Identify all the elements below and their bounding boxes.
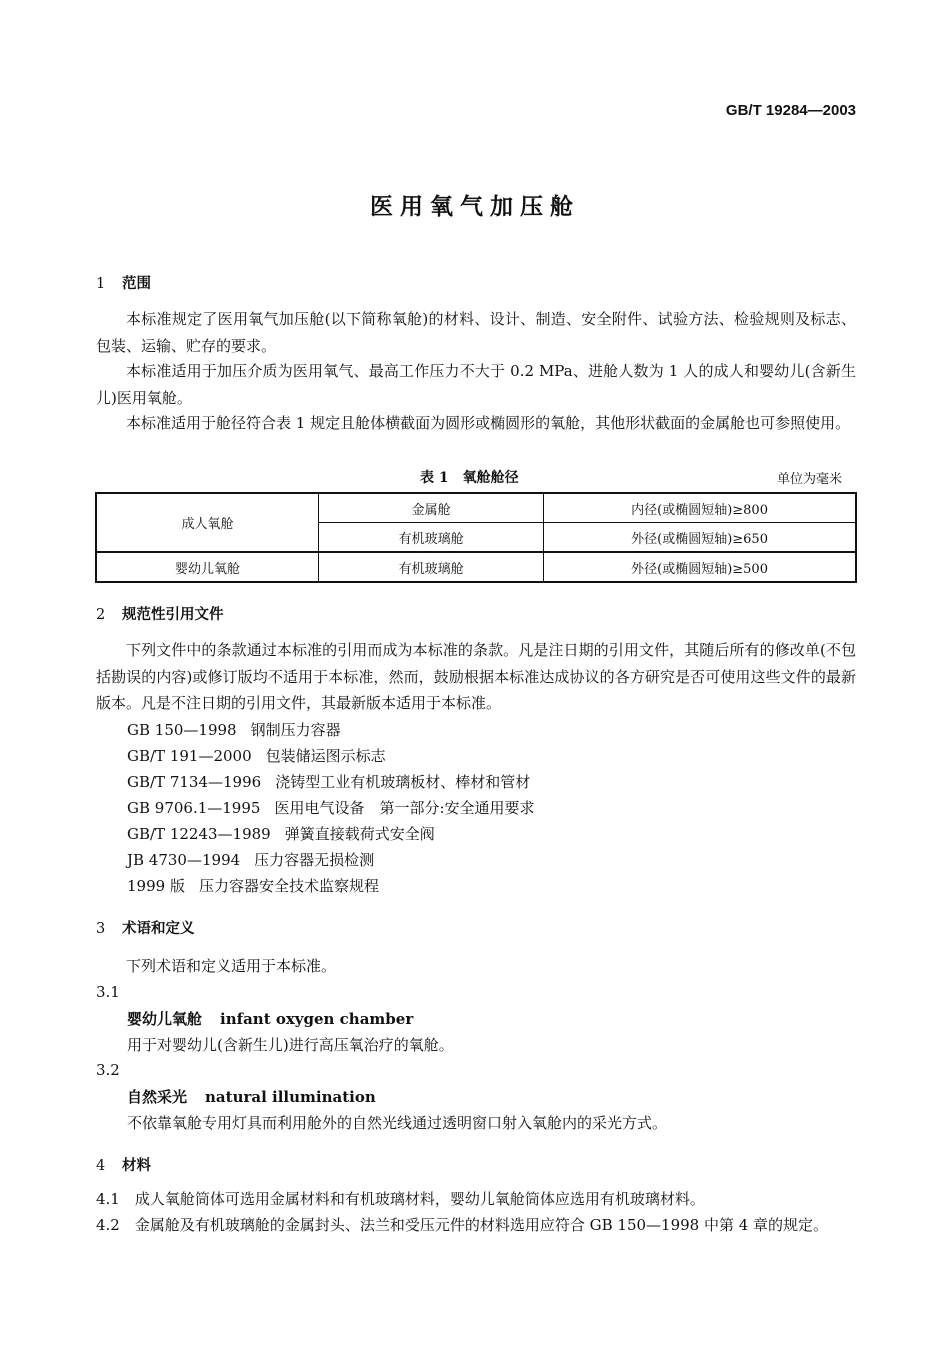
section-number: 3 bbox=[96, 921, 106, 937]
material-clause-4-1: 4.1 成人氧舱筒体可选用金属材料和有机玻璃材料，婴幼儿氧舱筒体应选用有机玻璃材料。 bbox=[96, 1190, 705, 1208]
terms-intro: 下列术语和定义适用于本标准。 bbox=[126, 957, 337, 975]
table-title: 氧舱舱径 bbox=[462, 470, 519, 486]
term-entry bbox=[127, 1086, 376, 1107]
term-chinese: 婴幼儿氧舱 bbox=[127, 1010, 203, 1028]
reference-code: JB 4730—1994 bbox=[127, 851, 241, 869]
section-title: 材料 bbox=[122, 1157, 151, 1174]
section-1-heading bbox=[96, 272, 151, 293]
reference-title: 医用电气设备 第一部分:安全通用要求 bbox=[274, 799, 535, 817]
table-cell-material: 有机玻璃舱 bbox=[319, 523, 544, 553]
table-cell-material: 金属舱 bbox=[319, 493, 544, 523]
section-number: 4 bbox=[96, 1158, 106, 1174]
reference-item bbox=[127, 875, 379, 896]
reference-code: GB/T 7134—1996 bbox=[127, 773, 262, 791]
reference-title: 钢制压力容器 bbox=[250, 721, 341, 739]
section-number: 2 bbox=[96, 607, 106, 623]
chamber-diameter-table bbox=[95, 492, 857, 583]
reference-code: GB/T 191—2000 bbox=[127, 747, 252, 765]
scope-paragraph-2: 本标准适用于加压介质为医用氧气、最高工作压力不大于 0.2 MPa、进舱人数为 1 人的成人和婴幼儿(含新生儿)医用氧舱。 bbox=[96, 362, 856, 407]
reference-code: GB 150—1998 bbox=[127, 721, 237, 739]
table-cell-category: 成人氧舱 bbox=[96, 493, 319, 552]
table-cell-diameter: 内径(或椭圆短轴)≥800 bbox=[544, 493, 856, 523]
section-2-heading bbox=[96, 603, 224, 624]
table-cell-category: 婴幼儿氧舱 bbox=[96, 552, 319, 582]
table-number: 表 1 bbox=[420, 470, 449, 486]
reference-title: 压力容器无损检测 bbox=[254, 851, 375, 869]
reference-item bbox=[127, 849, 374, 870]
reference-title: 浇铸型工业有机玻璃板材、棒材和管材 bbox=[275, 773, 531, 791]
section-4-heading bbox=[96, 1154, 151, 1175]
term-number: 3.1 bbox=[96, 983, 120, 1001]
table-caption bbox=[420, 467, 519, 487]
reference-item bbox=[127, 745, 386, 766]
table-cell-diameter: 外径(或椭圆短轴)≥650 bbox=[544, 523, 856, 553]
reference-title: 包装储运图示标志 bbox=[265, 747, 386, 765]
reference-title: 弹簧直接载荷式安全阀 bbox=[284, 825, 435, 843]
table-unit: 单位为毫米 bbox=[776, 472, 842, 487]
table-cell-diameter: 外径(或椭圆短轴)≥500 bbox=[544, 552, 856, 582]
table-cell-material: 有机玻璃舱 bbox=[319, 552, 544, 582]
normative-intro: 下列文件中的条款通过本标准的引用而成为本标准的条款。凡是注日期的引用文件，其随后所有的修改单(不包括勘误的内容)或修订版均不适用于本标准，然而，鼓励根据本标准达成协议的各方研究是否可使用这些文件的最新版本。凡是不注日期的引用文件，其最新版本适用于本标准。 bbox=[96, 641, 856, 712]
term-chinese: 自然采光 bbox=[127, 1088, 188, 1106]
reference-code: 1999 版 bbox=[127, 877, 185, 895]
section-title: 范围 bbox=[122, 275, 151, 292]
scope-paragraph-3: 本标准适用于舱径符合表 1 规定且舱体横截面为圆形或椭圆形的氧舱，其他形状截面的金属舱也可参照使用。 bbox=[126, 414, 851, 432]
table-row bbox=[96, 552, 856, 582]
reference-title: 压力容器安全技术监察规程 bbox=[198, 877, 379, 895]
reference-code: GB/T 12243—1989 bbox=[127, 825, 271, 843]
term-entry bbox=[127, 1008, 413, 1029]
document-title: 医用氧气加压舱 bbox=[370, 193, 580, 220]
term-definition: 用于对婴幼儿(含新生儿)进行高压氧治疗的氧舱。 bbox=[127, 1036, 454, 1054]
reference-item bbox=[127, 771, 530, 792]
standard-number: GB/T 19284—2003 bbox=[725, 102, 856, 119]
term-definition: 不依靠氧舱专用灯具而利用舱外的自然光线通过透明窗口射入氧舱内的采光方式。 bbox=[127, 1114, 668, 1132]
term-number: 3.2 bbox=[96, 1061, 120, 1079]
scope-paragraph-1: 本标准规定了医用氧气加压舱(以下简称氧舱)的材料、设计、制造、安全附件、试验方法、检验规则及标志、包装、运输、贮存的要求。 bbox=[96, 310, 856, 355]
section-title: 术语和定义 bbox=[122, 920, 195, 937]
reference-code: GB 9706.1—1995 bbox=[127, 799, 261, 817]
material-clause-4-2: 4.2 金属舱及有机玻璃舱的金属封头、法兰和受压元件的材料选用应符合 GB 150—1998 中第 4 章的规定。 bbox=[96, 1216, 829, 1234]
section-title: 规范性引用文件 bbox=[122, 606, 224, 623]
reference-item bbox=[127, 797, 535, 818]
table-row bbox=[96, 493, 856, 523]
section-number: 1 bbox=[96, 276, 106, 292]
reference-item bbox=[127, 823, 435, 844]
term-english: infant oxygen chamber bbox=[220, 1010, 414, 1028]
section-3-heading bbox=[96, 917, 195, 938]
reference-item bbox=[127, 719, 341, 740]
term-english: natural illumination bbox=[205, 1088, 376, 1106]
